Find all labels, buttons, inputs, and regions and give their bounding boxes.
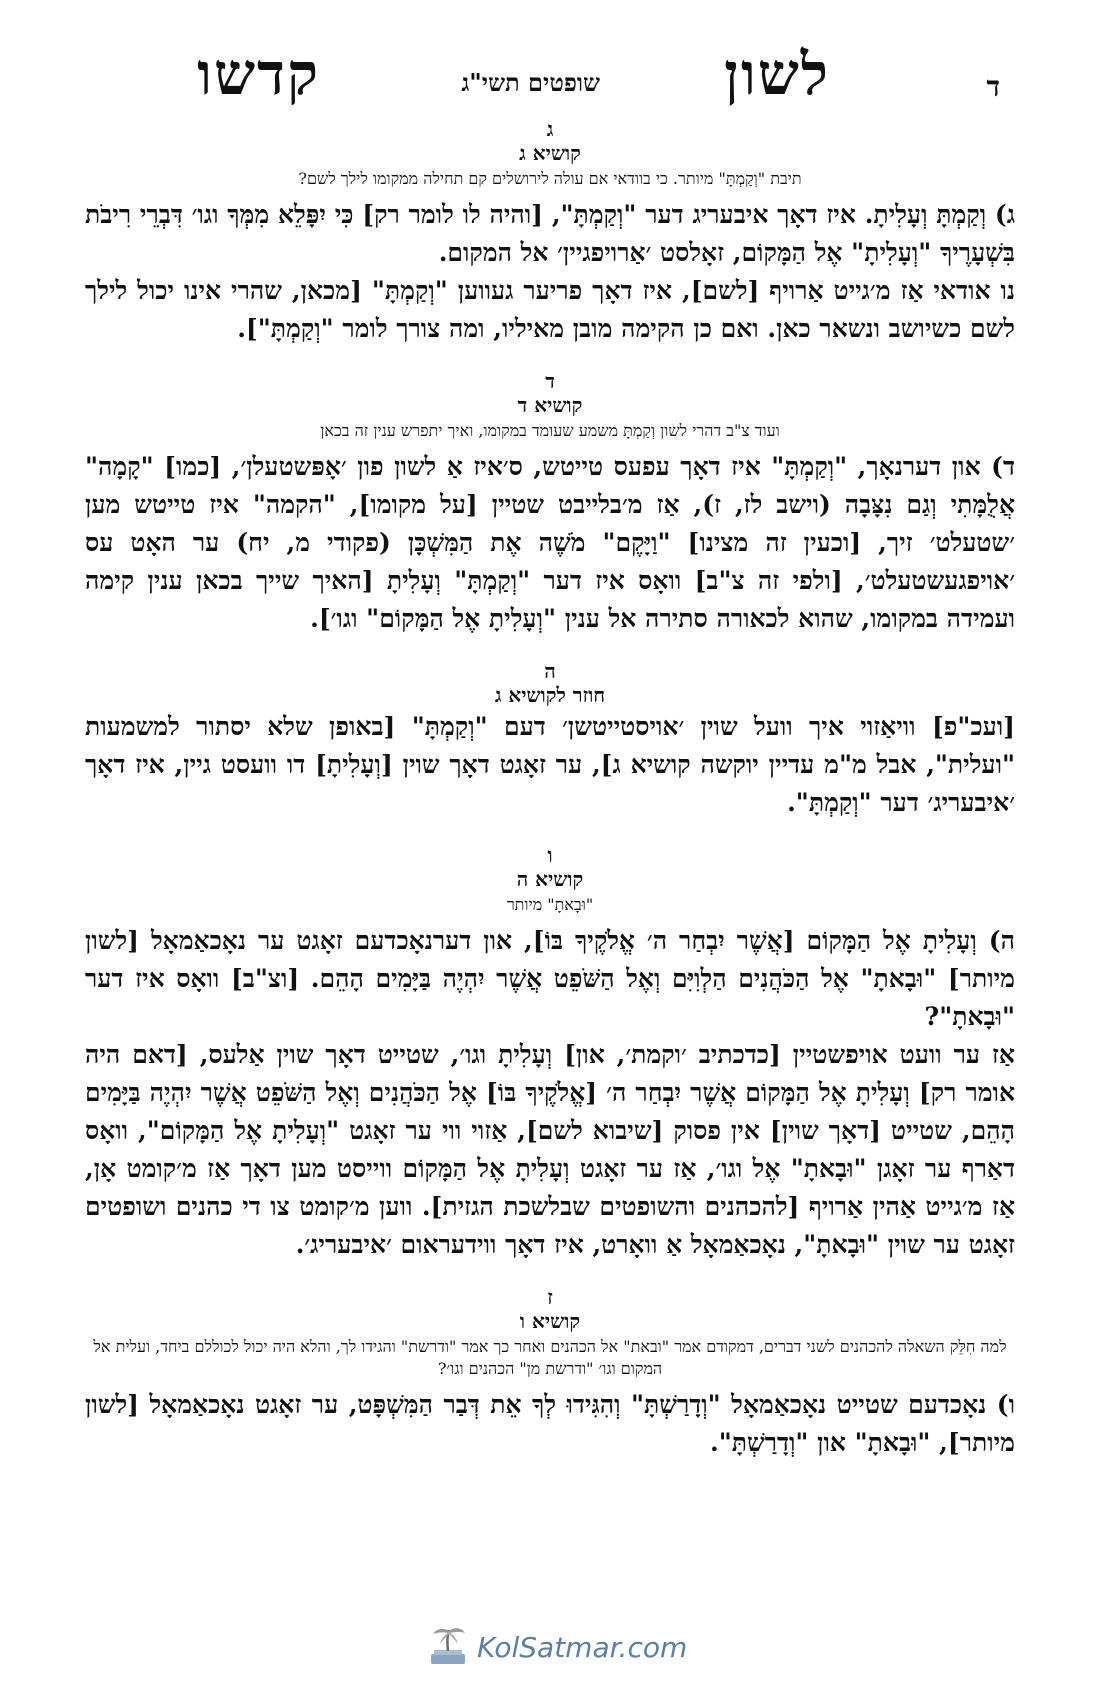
section-title: חוזר לקושיא ג <box>494 683 606 707</box>
paragraph: ה) וְעָלִיתָ אֶל הַמָּקוֹם [אֲשֶׁר יִבְחַר ה׳ אֱלֹקֶיךָ בּוֹ], און דערנאָכדעם זאָגט ער נאָכאַמאָל [לשון מיותר] "וּבָאתָ" אֶל הַכֹּהֲנִים הַלְוִיִּם וְאֶל הַשֹּׁפֵט אֲשֶׁר יִהְיֶה בַּיָּמִים הָהֵם. [וצ"ב] וואָס איז דער "וּבָאתָ"? <box>85 926 1015 1031</box>
section-letter: ו <box>547 843 553 867</box>
section <box>85 370 1015 638</box>
running-subtitle: שופטים תשי"ג <box>461 68 600 97</box>
section-subtitle: תיבת "וְקַמְתָּ" מיותר. כי בוודאי אם עולה לירושלים קם תחילה ממקומו לילך לשם? <box>298 169 802 188</box>
paragraph: [ועכ"פ] וויאַזוי איך וועל שוין ׳אויסטייטשן׳ דעם "וְקַמְתָּ" [באופן שלא יסתור למשמעות "ועלית", אבל מ"מ עדיין יוקשה קושיא ג], ער זאָגט דאָך שוין [וְעָלִיתָ] דו וועסט גיין, איז דאָך ׳איבעריג׳ דער "וְקַמְתָּ". <box>85 712 1015 817</box>
section-subtitle: "וּבָאתָ" מיותר <box>506 895 594 914</box>
main-text <box>85 118 1015 1462</box>
section-title: קושיא ו <box>519 1309 581 1333</box>
section-subtitle: ועוד צ"ב דהרי לשון וְקַמְתָּ משמע שעומד במקומו, ואיך יתפרש ענין זה בכאן <box>320 421 780 440</box>
paragraph: נו אודאי אַז מ׳גייט אַרויף [לשם], איז דאָך פריער געווען "וְקַמְתָּ" [מכאן, שהרי אינו יכול לילך לשם כשיושב ונשאר כאן. ואם כן הקימה מובן מאיליו, ומה צורך לומר "וְקַמְתָּ"]. <box>85 276 1015 343</box>
running-title-left: קדשו <box>197 40 320 108</box>
section <box>85 844 1015 1264</box>
paragraph: ג) וְקַמְתָּ וְעָלִיתָ. איז דאָך איבעריג דער "וְקַמְתָּ", [והיה לו לומר רק] כִּי יִפָּלֵא מִמְּךָ וגו׳ דִּבְרֵי רִיבֹת בִּשְׁעָרֶיךָ "וְעָלִיתָ" אֶל הַמָּקוֹם, זאָלסט ׳אַרויפגיין׳ אל המקום. <box>85 200 1015 267</box>
section-title: קושיא ג <box>519 141 581 165</box>
page-number: ד <box>986 70 1000 103</box>
section-letter: ג <box>546 117 554 141</box>
running-title-right: לשון <box>724 40 830 108</box>
section-title: קושיא ה <box>516 867 584 891</box>
section <box>85 118 1015 348</box>
palm-tree-book-icon <box>425 1624 471 1670</box>
section-letter: ה <box>544 659 556 683</box>
site-logo <box>425 1624 687 1670</box>
section-subtitle: למה חִלֵּק השאלה להכהנים לשני דברים, דמקודם אמר "ובאת" אל הכהנים ואחר כך אמר "ודרשת" והגידו לך, והלא היה יכול לכוללם ביחד, ועלית אל המקום וגו׳ "ודרשת מן" הכהנים וגו׳? <box>93 1337 1007 1378</box>
footer <box>0 1618 1100 1678</box>
logo-text: KolSatmar.com <box>477 1630 688 1664</box>
section-letter: ז <box>547 1285 553 1309</box>
section <box>85 1286 1015 1462</box>
paragraph: ו) נאָכדעם שטייט נאָכאַמאָל "וְדָרַשְׁתָּ" וְהִגִּידוּ לְךָ אֵת דְּבַר הַמִּשְׁפָּט, ער זאָגט נאָכאַמאָל [לשון מיותר], "וּבָאתָ" און "וְדָרַשְׁתָּ". <box>85 1390 1015 1457</box>
section-title: קושיא ד <box>517 393 583 417</box>
section-letter: ד <box>545 369 555 393</box>
paragraph: ד) און דערנאָך, "וְקַמְתָּ" איז דאָך עפעס טייטש, ס׳איז אַ לשון פון ׳אָפּשטעלן׳, [כמו] "קָמָה" אֲלֻמָּתִי וְגַם נִצָּבָה (וישב לז, ז), אַז מ׳בלייבט שטיין [על מקומו], "הקמה" איז טייטש מען ׳שטעלט׳ זיך, [וכעין זה מצינו] "וַיָּקֶם" מֹשֶׁה אֶת הַמִּשְׁכָּן (פקודי מ, יח) ער האָט עס ׳אויפגעשטעלט׳, [ולפי זה צ"ב] וואָס איז דער "וְקַמְתָּ" וְעָלִיתָ [האיך שייך בכאן ענין קימה ועמידה במקומו, שהוא לכאורה סתירה אל ענין "וְעָלִיתָ אֶל הַמָּקוֹם" וגו׳]. <box>85 452 1015 633</box>
page-header <box>70 40 1030 120</box>
paragraph: אַז ער וועט אויפשטיין [כדכתיב ׳וקמת׳, און] וְעָלִיתָ וגו׳, שטייט דאָך שוין אַלעס, [דאם היה אומר רק] וְעָלִיתָ אֶל הַמָּקוֹם אֲשֶׁר יִבְחַר ה׳ [אֱלֹקֶיךָ בּוֹ] אֶל הַכֹּהֲנִים וְאֶל הַשֹּׁפֵט אֲשֶׁר יִהְיֶה בַּיָּמִים הָהֵם, שטייט [דאָך שוין] אין פסוק [שיבוא לשם], אַזוי ווי ער זאָגט "וְעָלִיתָ אֶל הַמָּקוֹם", וואָס דאַרף ער זאָגן "וּבָאתָ" אֶל וגו׳, אַז ער זאָגט וְעָלִיתָ אֶל הַמָּקוֹם ווייסט מען דאָך אַז מ׳קומט אָן, אַז מ׳גייט אַהין אַרויף [להכהנים והשופטים שבלשכת הגזית]. ווען מ׳קומט צו די כהנים ושופטים זאָגט ער שוין "וּבָאתָ", נאָכאַמאָל אַ וואָרט, איז דאָך ווידעראום ׳איבעריג׳. <box>85 1040 1015 1259</box>
section <box>85 660 1015 822</box>
